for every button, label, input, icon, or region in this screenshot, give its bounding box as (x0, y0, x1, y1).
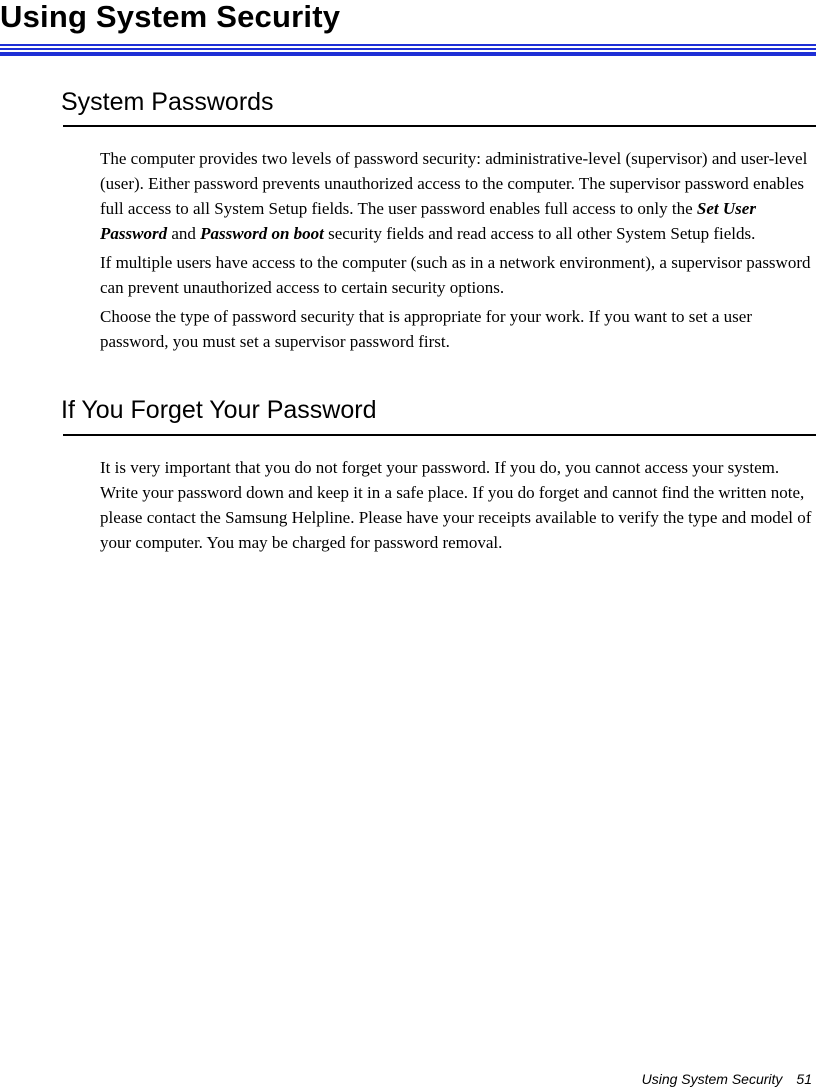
paragraph-multiple-users: If multiple users have access to the computer (such as in a network environment), a supervisor password can prevent unauthorized access to certain security options. (100, 253, 811, 297)
chapter-title: Using System Security (0, 0, 341, 34)
title-rule-thin-top (0, 44, 816, 46)
page-footer (642, 1070, 812, 1088)
section-body-forget-password (100, 455, 816, 559)
title-rule-thick (0, 52, 816, 56)
footer-chapter-label: Using System Security (641, 1071, 783, 1087)
emphasis-password-on-boot: Password on boot (200, 224, 324, 243)
section-rule-system-passwords (63, 125, 816, 127)
emphasis-set-user-password: Set User Password (100, 199, 756, 243)
paragraph-text: and (167, 224, 201, 243)
section-body-system-passwords (100, 146, 816, 358)
section-rule-forget-password (63, 434, 816, 436)
title-rule-thin-middle (0, 48, 816, 50)
paragraph-text: security fields and read access to all other System Setup fields. (323, 224, 756, 243)
paragraph-text: The computer provides two levels of password security: administrative-level (supervisor) and user-level (user). Either password prevents unauthorized access to the computer. The supervisor password enables full access to all System Setup fields. The user password enables full access to only the (100, 149, 808, 218)
paragraph-choose-type: Choose the type of password security that is appropriate for your work. If you want to set a user password, you must set a supervisor password first. (100, 307, 752, 351)
paragraph-forget-password: It is very important that you do not forget your password. If you do, you cannot access your system. Write your password down and keep it in a safe place. If you do forget and cannot find the written note, please contact the Samsung Helpline. Please have your receipts available to verify the type and model of your computer. You may be charged for password removal. (100, 458, 812, 552)
page-number: 51 (796, 1071, 812, 1087)
section-heading-system-passwords: System Passwords (61, 88, 274, 116)
paragraph-password-levels (100, 146, 816, 246)
section-heading-forget-password: If You Forget Your Password (61, 396, 377, 424)
